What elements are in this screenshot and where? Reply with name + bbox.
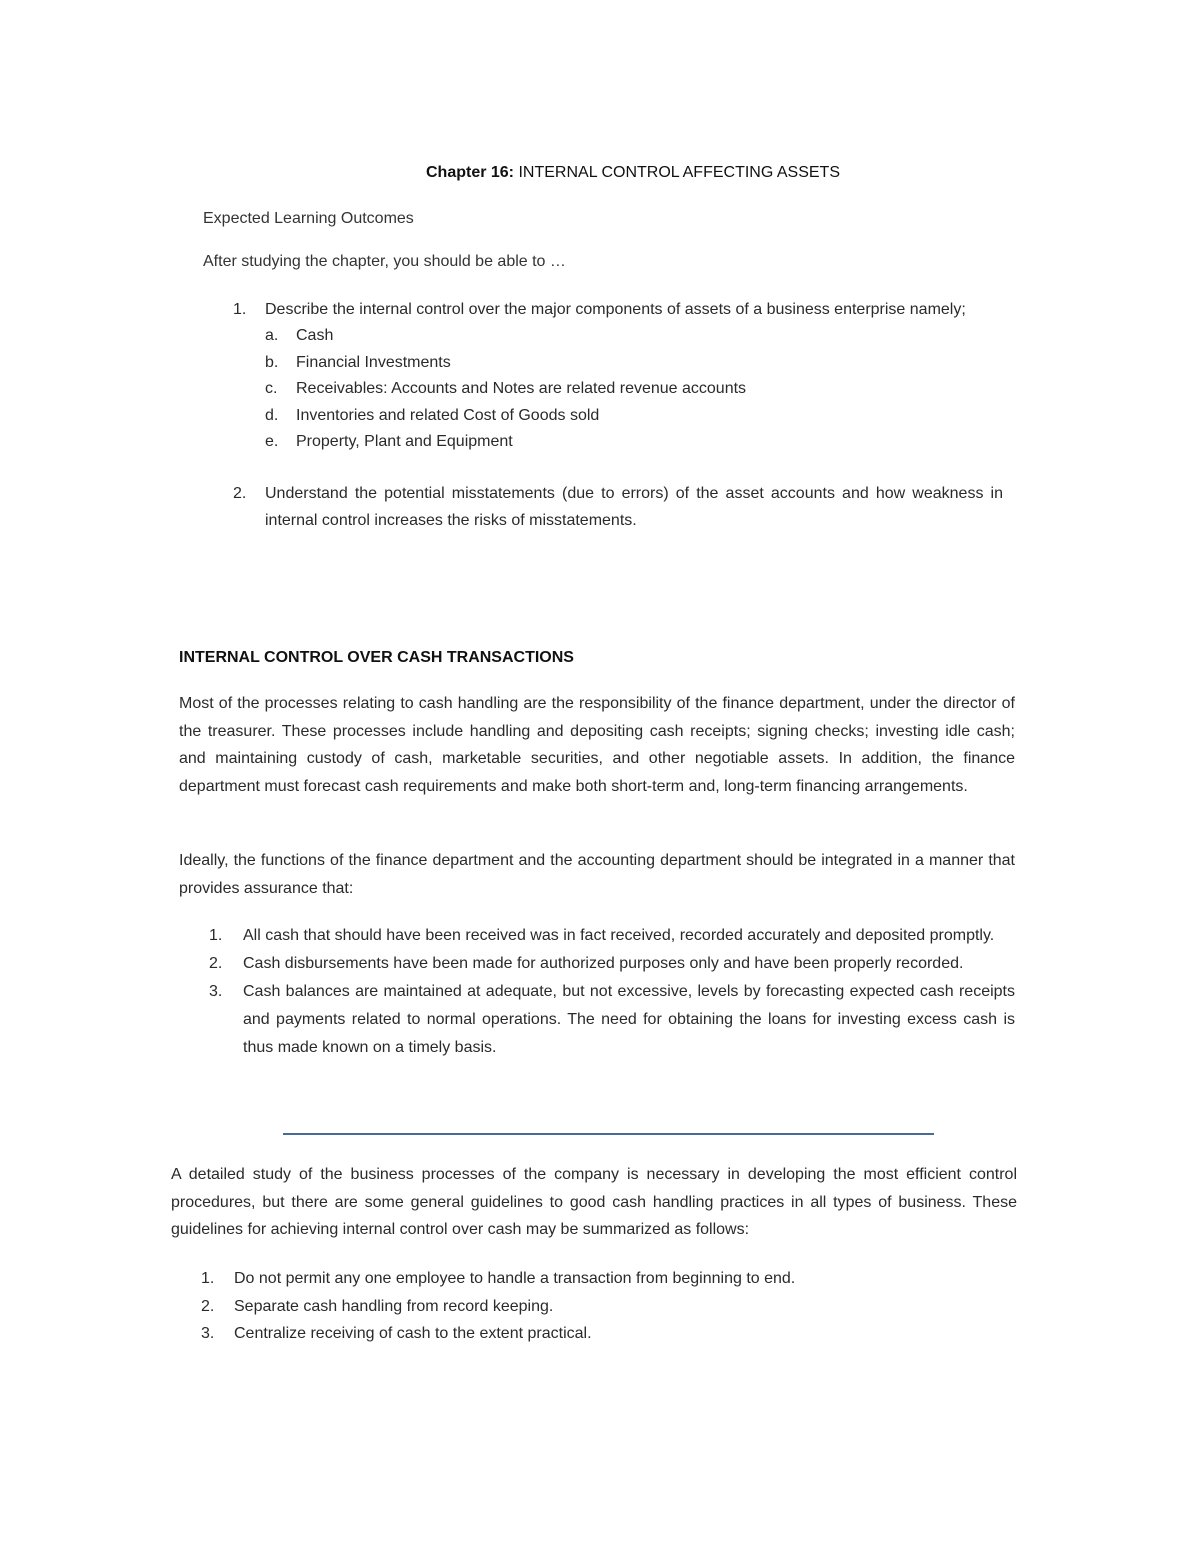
asset-components-list (265, 323, 1003, 456)
guideline-item (201, 1293, 1001, 1321)
sub-list-item (265, 429, 1003, 456)
outcome-item (233, 296, 1003, 456)
sub-item-letter: a. (265, 327, 279, 344)
sub-item-text: Financial Investments (296, 353, 451, 371)
title-chapter-name: INTERNAL CONTROL AFFECTING ASSETS (514, 164, 840, 181)
guideline-text: Centralize receiving of cash to the extent practical. (234, 1325, 592, 1343)
integration-paragraph: Ideally, the functions of the finance department and the accounting department should be integrated in a manner that provides assurance that: (179, 852, 1015, 897)
assurance-text: Cash balances are maintained at adequate, but not excessive, levels by forecasting expected cash receipts and payments related to normal operations. The need for obtaining the loans for investing excess cash is thus made known on a timely basis. (243, 983, 1015, 1056)
sub-item-text: Inventories and related Cost of Goods sold (296, 406, 600, 424)
section-heading: INTERNAL CONTROL OVER CASH TRANSACTIONS (179, 649, 574, 666)
guideline-number: 2. (201, 1297, 215, 1315)
section-divider (283, 1133, 934, 1135)
guideline-text: Separate cash handling from record keeping. (234, 1297, 554, 1315)
sub-item-letter: b. (265, 353, 279, 371)
sub-list-item (265, 376, 1003, 403)
sub-list-item (265, 403, 1003, 430)
learning-outcomes-list (233, 296, 1003, 534)
guideline-number: 3. (201, 1325, 215, 1343)
assurance-number: 2. (209, 955, 223, 972)
expected-outcomes-heading: Expected Learning Outcomes (203, 210, 414, 227)
sub-item-text: Property, Plant and Equipment (296, 433, 513, 451)
assurance-text: All cash that should have been received was in fact received, recorded accurately and deposited promptly. (243, 927, 995, 944)
guideline-text: Do not permit any one employee to handle a transaction from beginning to end. (234, 1270, 796, 1287)
outcome-item (233, 480, 1003, 534)
assurance-text: Cash disbursements have been made for authorized purposes only and have been properly recorded. (243, 955, 964, 972)
assurance-item (209, 978, 1015, 1062)
assurance-number: 3. (209, 983, 223, 1000)
cash-processes-paragraph: Most of the processes relating to cash handling are the responsibility of the finance department, under the director of the treasurer. These processes include handling and depositing cash receipts; signing checks; investing idle cash; and maintaining custody of cash, marketable securities, and other negotiable assets. In addition, the finance department must forecast cash requirements and make both short-term and, long-term financing arrangements. (179, 695, 1015, 795)
outcome-text: Describe the internal control over the major components of assets of a business enterprise namely; (265, 301, 966, 318)
outcome-number: 1. (233, 301, 247, 318)
sub-list-item (265, 323, 1003, 350)
intro-line: After studying the chapter, you should be able to … (203, 253, 566, 270)
assurance-item (209, 950, 1015, 978)
sub-item-letter: d. (265, 406, 279, 424)
assurance-list (209, 922, 1015, 1062)
guideline-number: 1. (201, 1270, 215, 1287)
outcome-number: 2. (233, 484, 247, 502)
guideline-item (201, 1265, 1001, 1293)
sub-item-letter: c. (265, 380, 278, 398)
guidelines-list (201, 1265, 1001, 1348)
guidelines-intro-paragraph: A detailed study of the business processes of the company is necessary in developing the most efficient control procedures, but there are some general guidelines to good cash handling practices in all types of business. These guidelines for achieving internal control over cash may be summarized as follows: (171, 1166, 1017, 1239)
sub-list-item (265, 350, 1003, 377)
assurance-item (209, 922, 1015, 950)
guideline-item (201, 1320, 1001, 1348)
sub-item-letter: e. (265, 433, 279, 451)
page-title (0, 164, 1200, 182)
assurance-number: 1. (209, 927, 223, 944)
title-chapter-label: Chapter 16: (425, 164, 515, 181)
sub-item-text: Cash (296, 327, 334, 344)
sub-item-text: Receivables: Accounts and Notes are related revenue accounts (296, 380, 747, 398)
outcome-text: Understand the potential misstatements (due to errors) of the asset accounts and how weakness in internal control increases the risks of misstatements. (265, 484, 1003, 529)
